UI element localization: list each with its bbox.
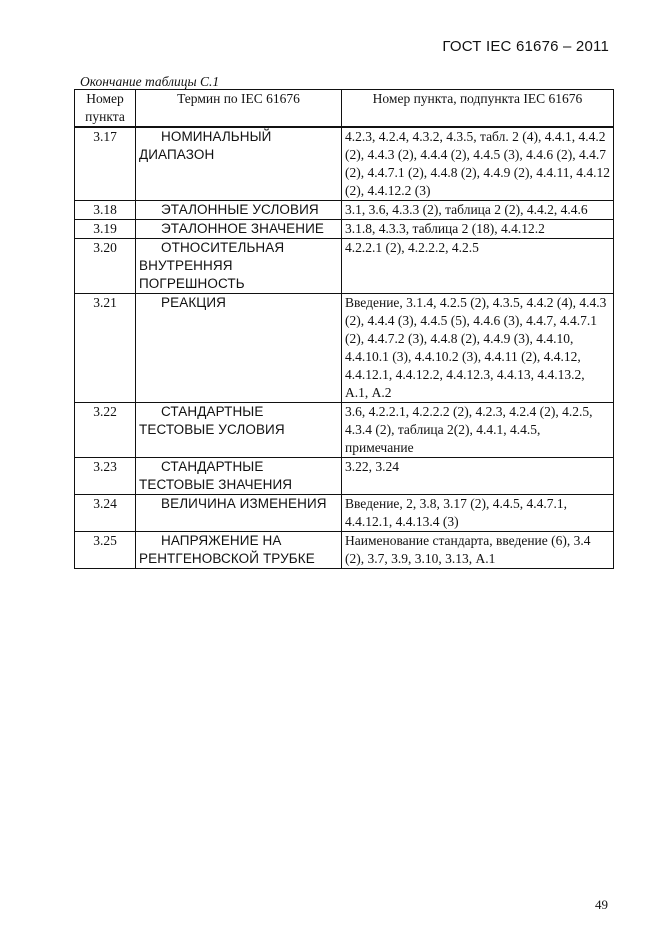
table-row — [75, 403, 614, 458]
terms-table — [74, 89, 614, 569]
row-references: Введение, 2, 3.8, 3.17 (2), 4.4.5, 4.4.7.1, 4.4.12.1, 4.4.13.4 (3) — [342, 495, 614, 532]
row-number: 3.18 — [75, 201, 136, 220]
table-row — [75, 294, 614, 403]
row-term: ЭТАЛОННОЕ ЗНАЧЕНИЕ — [136, 220, 342, 239]
table-row — [75, 458, 614, 495]
table-caption: Окончание таблицы С.1 — [80, 74, 220, 89]
row-number: 3.22 — [75, 403, 136, 458]
table-body — [75, 127, 614, 569]
table-row — [75, 127, 614, 201]
table-row — [75, 495, 614, 532]
row-term: ОТНОСИТЕЛЬНАЯ ВНУТРЕННЯЯ ПОГРЕШНОСТЬ — [136, 239, 342, 294]
row-term: НАПРЯЖЕНИЕ НА РЕНТГЕНОВСКОЙ ТРУБКЕ — [136, 532, 342, 569]
row-number: 3.24 — [75, 495, 136, 532]
row-number: 3.20 — [75, 239, 136, 294]
table-row — [75, 201, 614, 220]
header-row — [75, 90, 614, 128]
table-row — [75, 532, 614, 569]
header-references: Номер пункта, подпункта IEC 61676 — [342, 90, 614, 128]
header-number: Номер пункта — [75, 90, 136, 128]
row-references: 3.6, 4.2.2.1, 4.2.2.2 (2), 4.2.3, 4.2.4 (2), 4.2.5, 4.3.4 (2), таблица 2(2), 4.4.1, 4.4.5, примечание — [342, 403, 614, 458]
row-number: 3.19 — [75, 220, 136, 239]
table-row — [75, 239, 614, 294]
row-term: ЭТАЛОННЫЕ УСЛОВИЯ — [136, 201, 342, 220]
row-term: СТАНДАРТНЫЕ ТЕСТОВЫЕ ЗНАЧЕНИЯ — [136, 458, 342, 495]
row-number: 3.21 — [75, 294, 136, 403]
table-row — [75, 220, 614, 239]
row-term: ВЕЛИЧИНА ИЗМЕНЕНИЯ — [136, 495, 342, 532]
row-references: 3.1.8, 4.3.3, таблица 2 (18), 4.4.12.2 — [342, 220, 614, 239]
row-term: СТАНДАРТНЫЕ ТЕСТОВЫЕ УСЛОВИЯ — [136, 403, 342, 458]
page-number: 49 — [595, 897, 608, 912]
row-references: Наименование стандарта, введение (6), 3.4 (2), 3.7, 3.9, 3.10, 3.13, А.1 — [342, 532, 614, 569]
row-references: Введение, 3.1.4, 4.2.5 (2), 4.3.5, 4.4.2 (4), 4.4.3 (2), 4.4.4 (3), 4.4.5 (5), 4.4.6 (3), 4.4.7, 4.4.7.1 (2), 4.4.7.2 (3), 4.4.8 (2), 4.4.9 (3), 4.4.10, 4.4.10.1 (3), 4.4.10.2 (3), 4.4.11 (2), 4.4.12, 4.4.12.1, 4.4.12.2, 4.4.12.3, 4.4.13, 4.4.13.2, А.1, А.2 — [342, 294, 614, 403]
header-term: Термин по IEC 61676 — [136, 90, 342, 128]
row-number: 3.23 — [75, 458, 136, 495]
row-references: 4.2.2.1 (2), 4.2.2.2, 4.2.5 — [342, 239, 614, 294]
row-number: 3.25 — [75, 532, 136, 569]
table-header — [75, 90, 614, 128]
document-header: ГОСТ IEC 61676 – 2011 — [442, 38, 609, 55]
row-references: 3.22, 3.24 — [342, 458, 614, 495]
row-term: НОМИНАЛЬНЫЙ ДИАПАЗОН — [136, 127, 342, 201]
row-term: РЕАКЦИЯ — [136, 294, 342, 403]
row-number: 3.17 — [75, 127, 136, 201]
row-references: 3.1, 3.6, 4.3.3 (2), таблица 2 (2), 4.4.2, 4.4.6 — [342, 201, 614, 220]
row-references: 4.2.3, 4.2.4, 4.3.2, 4.3.5, табл. 2 (4), 4.4.1, 4.4.2 (2), 4.4.3 (2), 4.4.4 (2), 4.4.5 (3), 4.4.6 (2), 4.4.7 (2), 4.4.7.1 (2), 4.4.8 (2), 4.4.9 (2), 4.4.11, 4.4.12 (2), 4.4.12.2 (3) — [342, 127, 614, 201]
